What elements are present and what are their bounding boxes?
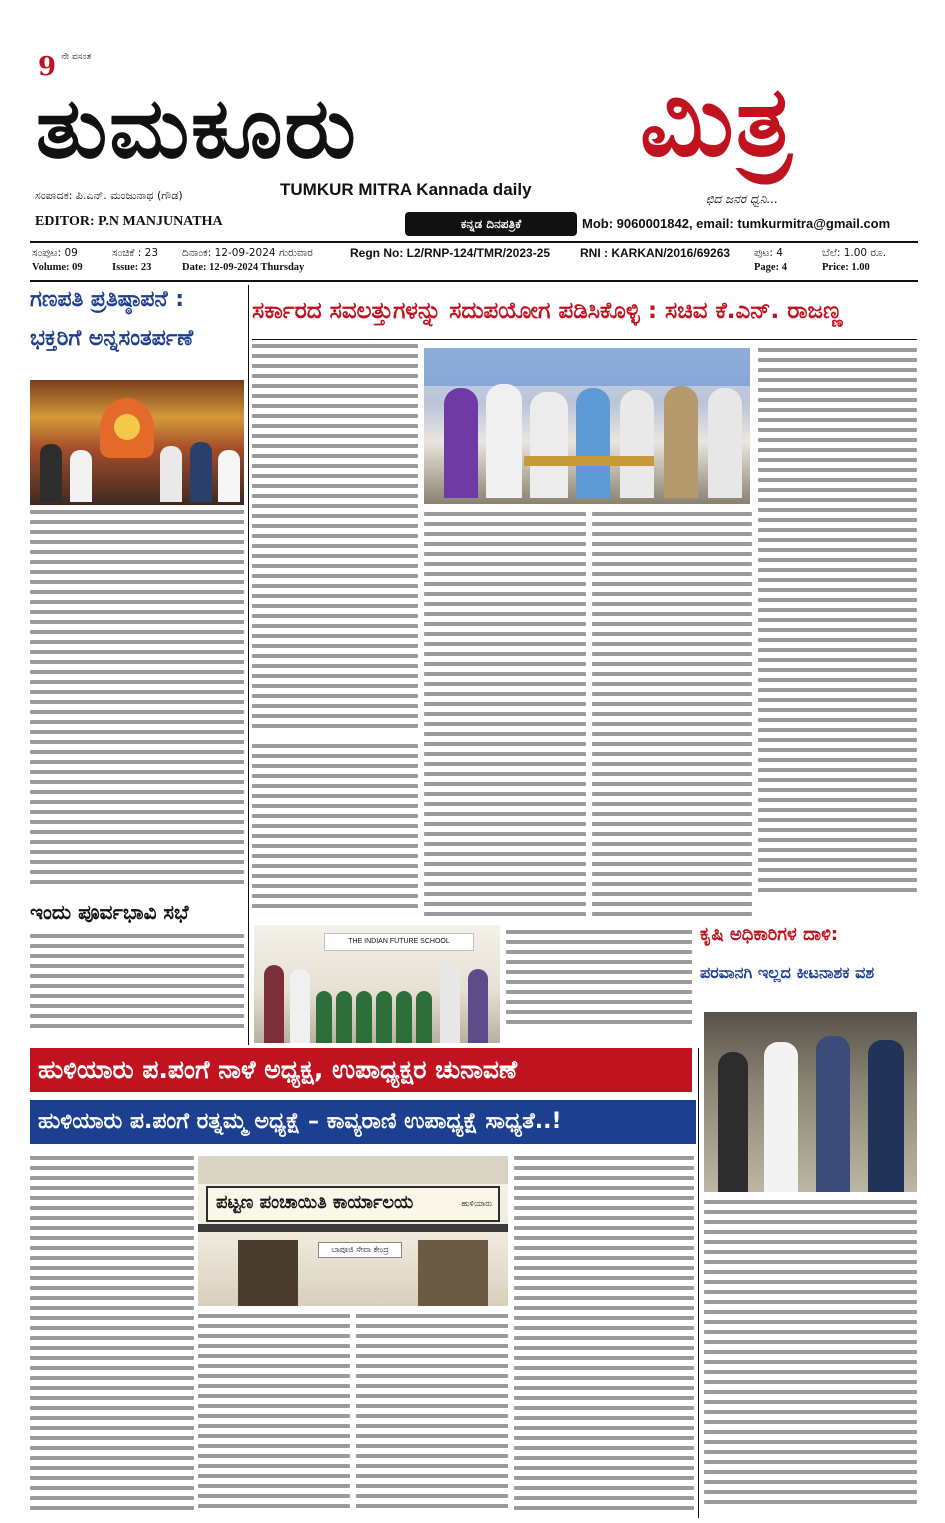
rule	[252, 339, 917, 340]
huliyaru-col2	[198, 1314, 350, 1514]
purvabhavi-headline: ಇಂದು ಪೂರ್ವಭಾವಿ ಸಭೆ	[30, 900, 189, 924]
issue-en: Issue: 23	[112, 262, 152, 273]
ganapati-photo	[30, 380, 244, 505]
krishi-body	[704, 1200, 917, 1515]
krishi-headline-line1: ಕೃಷಿ ಅಧಿಕಾರಿಗಳ ದಾಳಿ:	[700, 924, 839, 945]
page-kn: ಪುಟ: 4	[754, 247, 783, 259]
editor-english: EDITOR: P.N MANJUNATHA	[35, 214, 223, 229]
page-en: Page: 4	[754, 262, 787, 273]
masthead	[0, 0, 945, 245]
huliyaru-headline-1: ಹುಳಿಯಾರು ಪ.ಪಂಗೆ ನಾಳೆ ಅಧ್ಯಕ್ಷ, ಉಪಾಧ್ಯಕ್ಷರ ಚುನಾವಣೆ	[30, 1048, 692, 1092]
rule	[30, 241, 918, 243]
huliyaru-col1	[30, 1156, 194, 1516]
regn-number: Regn No: L2/RNP-124/TMR/2023-25	[350, 246, 551, 260]
masthead-title-red: ಮಿತ್ರ	[640, 64, 794, 179]
krishi-headline-line2: ಪರವಾನಗಿ ಇಲ್ಲದ ಕೀಟನಾಶಕ ವಶ	[700, 963, 875, 982]
tagline: ಛಿದ ಜನರ ಧ್ವನಿ...	[706, 192, 779, 206]
school-photo	[254, 925, 500, 1043]
column-rule	[698, 1048, 699, 1518]
office-board-small-text: ಹುಳಿಯಾರು	[461, 1199, 492, 1208]
info-bar	[32, 245, 917, 279]
editor-kannada: ಸಂಪಾದಕ: ಪಿ.ಎನ್. ಮಂಜುನಾಥ (ಗೌಡ)	[35, 189, 183, 202]
huliyaru-col4	[514, 1156, 694, 1516]
english-subtitle: TUMKUR MITRA Kannada daily	[280, 180, 532, 199]
main-story-photo	[424, 348, 750, 504]
main-story-col3	[252, 744, 418, 920]
main-story-col1	[252, 344, 418, 739]
volume-en: Volume: 09	[32, 262, 83, 273]
issue-kn: ಸಂಚಿಕೆ : 23	[112, 247, 159, 259]
date-en: Date: 12-09-2024 Thursday	[182, 262, 305, 273]
school-story-body	[506, 930, 692, 1038]
main-headline: ಸರ್ಕಾರದ ಸವಲತ್ತುಗಳನ್ನು ಸದುಪಯೋಗ ಪಡಿಸಿಕೊಳ್ಳಿ : ಸಚಿವ ಕೆ.ಎನ್. ರಾಜಣ್ಣ	[252, 298, 843, 324]
krishi-headline	[700, 920, 918, 990]
main-story-col4	[592, 512, 752, 926]
office-sub-board: ಬಾಪೂಜಿ ಸೇವಾ ಕೇಂದ್ರ	[318, 1242, 402, 1258]
ganapati-headline	[30, 285, 242, 357]
contact-info: Mob: 9060001842, email: tumkurmitra@gmail.com	[582, 216, 891, 231]
column-rule	[248, 285, 249, 1045]
ganapati-body	[30, 510, 244, 890]
daily-badge: ಕನ್ನಡ ದಿನಪತ್ರಿಕೆ	[405, 212, 577, 236]
volume-kn: ಸಂಪುಟ: 09	[32, 247, 78, 259]
panchayat-office-photo	[198, 1156, 508, 1306]
ganapati-headline-line1: ಗಣಪತಿ ಪ್ರತಿಷ್ಠಾಪನೆ :	[30, 287, 185, 312]
main-story-col2	[424, 512, 586, 926]
year-number: 9 $^{ನೇ ವಸಂತ}$	[38, 52, 92, 82]
huliyaru-col3	[356, 1314, 508, 1514]
main-story-col5	[758, 348, 917, 908]
price-kn: ಬೆಲೆ: 1.00 ರೂ.	[822, 247, 886, 259]
huliyaru-headline-2: ಹುಳಿಯಾರು ಪ.ಪಂಗೆ ರತ್ನಮ್ಮ ಅಧ್ಯಕ್ಷೆ – ಕಾವ್ಯರಾಣಿ ಉಪಾಧ್ಯಕ್ಷೆ ಸಾಧ್ಯತೆ..!	[30, 1100, 696, 1144]
rule	[30, 280, 918, 282]
rni-number: RNI : KARKAN/2016/69263	[580, 246, 731, 260]
masthead-title-black: ತುಮಕೂರು	[36, 78, 358, 177]
office-board-text: ಪಟ್ಟಣ ಪಂಚಾಯಿತಿ ಕಾರ್ಯಾಲಯ	[216, 1192, 414, 1213]
date-kn: ದಿನಾಂಕ: 12-09-2024 ಗುರುವಾರ	[182, 247, 313, 259]
krishi-photo	[704, 1012, 917, 1192]
price-en: Price: 1.00	[822, 262, 870, 273]
school-board: THE INDIAN FUTURE SCHOOL	[324, 933, 474, 951]
ganapati-headline-line2: ಭಕ್ತರಿಗೆ ಅನ್ನಸಂತರ್ಪಣೆ	[30, 326, 194, 351]
year-label: ನೇ ವಸಂತ	[61, 52, 92, 62]
purvabhavi-body	[30, 934, 244, 1042]
